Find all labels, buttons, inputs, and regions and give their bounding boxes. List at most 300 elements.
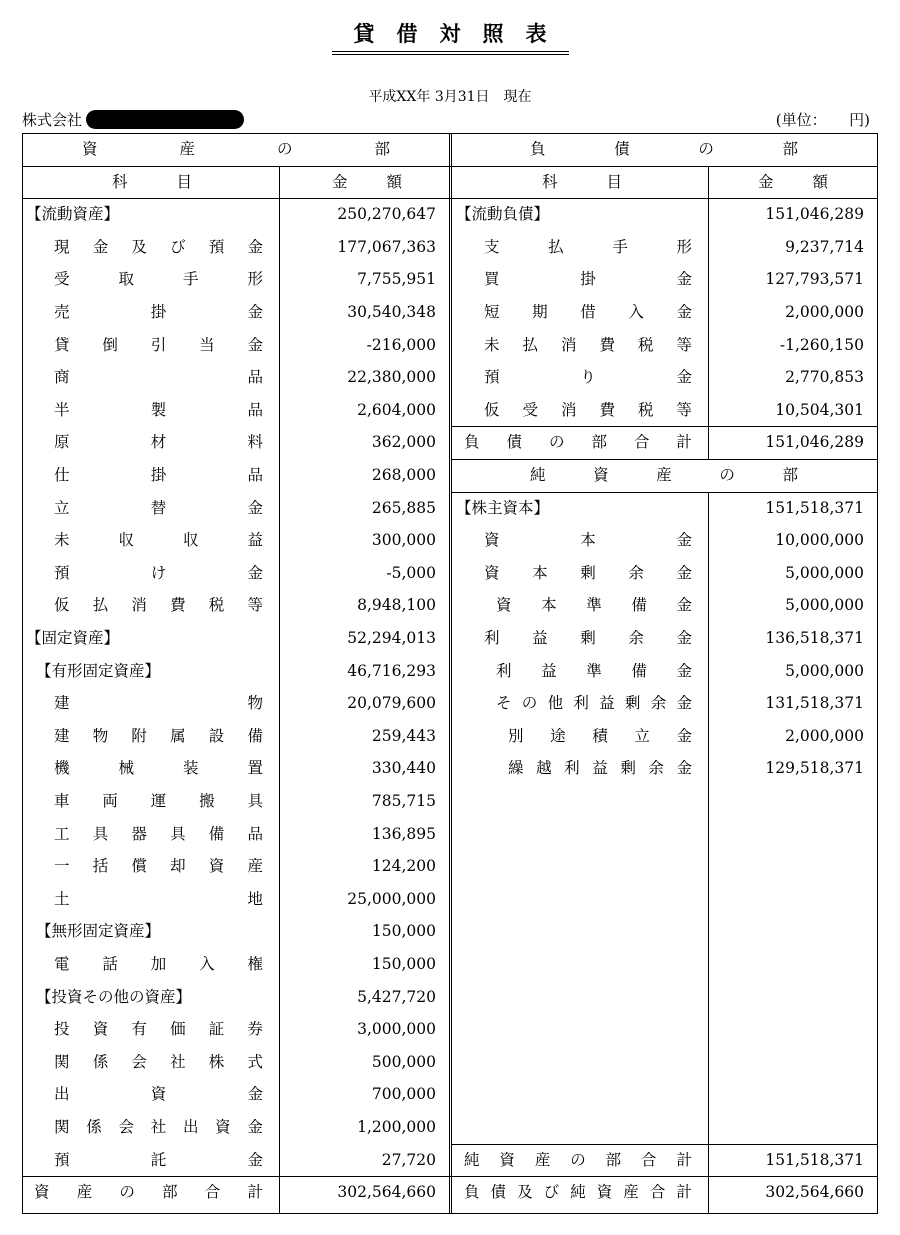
- char: 金: [676, 694, 692, 713]
- asset-row-amount: 8,948,100: [357, 596, 436, 615]
- char: 及: [131, 237, 147, 256]
- asset-row-label: [54, 752, 263, 785]
- char: 期: [532, 303, 548, 321]
- char: 収: [118, 531, 134, 550]
- char: 備: [247, 726, 263, 745]
- liab-amount-header: [758, 166, 828, 199]
- char: 消: [560, 335, 577, 354]
- char: 品: [247, 400, 263, 419]
- char: 額: [812, 172, 828, 191]
- char: 形: [676, 237, 692, 256]
- char: 材: [150, 433, 167, 452]
- liab-row-label: [484, 263, 692, 296]
- char: 産: [656, 466, 672, 484]
- char: 金: [676, 303, 692, 321]
- net-row-label: [508, 720, 692, 753]
- liab-total-label: [464, 426, 692, 459]
- char: び: [170, 237, 186, 256]
- char: 剰: [580, 629, 596, 647]
- char: 払: [548, 237, 564, 256]
- char: 権: [247, 955, 263, 973]
- char: 計: [676, 433, 692, 452]
- net-row-amount: 5,000,000: [785, 596, 864, 615]
- char: 附: [131, 726, 147, 745]
- char: 剰: [580, 563, 596, 582]
- char: 話: [102, 955, 118, 973]
- char: 金: [247, 1085, 263, 1104]
- char: 立: [634, 726, 650, 745]
- net-row-amount: 2,000,000: [785, 726, 864, 745]
- asset-row-amount: 3,000,000: [357, 1020, 436, 1039]
- char: 金: [676, 759, 692, 778]
- char: 運: [150, 792, 167, 810]
- char: の: [276, 140, 293, 158]
- char: 本: [532, 563, 548, 582]
- char: 金: [92, 237, 109, 256]
- asset-row-amount: 5,427,720: [357, 987, 436, 1006]
- net-row-amount: 136,518,371: [765, 629, 864, 647]
- char: 替: [150, 498, 167, 517]
- net-row-label: [484, 524, 692, 557]
- char: 会: [131, 1052, 147, 1071]
- asset-row-label: [54, 524, 263, 557]
- char: 税: [637, 400, 654, 419]
- char: 部: [162, 1183, 178, 1202]
- char: 科: [112, 172, 128, 191]
- char: 金: [247, 563, 263, 582]
- char: 当: [199, 335, 215, 354]
- balance-sheet-table: [22, 133, 878, 1214]
- char: の: [548, 433, 565, 452]
- char: 受: [54, 270, 70, 289]
- asset-row-label: [54, 818, 263, 851]
- asset-row-label: [54, 1144, 263, 1177]
- net-row-amount: 129,518,371: [765, 759, 864, 778]
- asset-row-amount: 124,200: [371, 857, 436, 876]
- char: 一: [54, 857, 70, 876]
- net-row-amount: 10,000,000: [775, 531, 864, 550]
- char: 金: [332, 172, 348, 191]
- char: 途: [550, 726, 566, 745]
- char: 払: [522, 335, 538, 354]
- assets-total-label: [34, 1176, 263, 1209]
- center-divider-left: [449, 133, 450, 1214]
- char: び: [543, 1183, 560, 1202]
- char: 資: [499, 1150, 515, 1169]
- asset-row-label: [54, 948, 263, 981]
- asset-row-amount: 1,200,000: [357, 1118, 436, 1136]
- asset-row-label: [54, 720, 263, 753]
- char: 等: [247, 596, 263, 615]
- asset-row-amount: 177,067,363: [337, 237, 436, 256]
- char: 属: [170, 726, 186, 745]
- char: 等: [676, 400, 692, 419]
- char: 資: [150, 1085, 167, 1104]
- asset-row-label: [54, 426, 263, 459]
- char: 手: [612, 237, 628, 256]
- char: 税: [208, 596, 225, 615]
- document-title: 貸借対照表: [0, 18, 900, 55]
- liab-item-header: [542, 166, 622, 199]
- char: 託: [150, 1150, 167, 1169]
- net-row-amount: 151,518,371: [765, 498, 864, 517]
- char: 取: [118, 270, 134, 289]
- char: 剰: [620, 759, 636, 778]
- char: 金: [676, 531, 692, 550]
- liab-row-amount: 2,000,000: [785, 303, 864, 321]
- char: 益: [599, 694, 615, 713]
- liab-row-amount: 151,046,289: [765, 205, 864, 224]
- char: 金: [676, 629, 692, 647]
- char: 未: [54, 531, 70, 550]
- char: 支: [484, 237, 500, 256]
- char: 準: [586, 661, 602, 680]
- char: 会: [118, 1118, 134, 1136]
- char: 預: [54, 563, 70, 582]
- char: 部: [782, 466, 798, 484]
- liab-row-label: [484, 361, 692, 394]
- char: 立: [54, 498, 70, 517]
- frame-left: [22, 133, 23, 1214]
- char: 部: [374, 140, 390, 158]
- char: 地: [247, 889, 263, 908]
- asset-row-heading: 【流動資産】: [26, 205, 120, 224]
- char: 証: [208, 1020, 225, 1039]
- asset-row-amount: 362,000: [371, 433, 436, 452]
- char: 原: [54, 433, 70, 452]
- char: 計: [676, 1183, 692, 1202]
- liab-row-label: [484, 329, 692, 362]
- asset-row-amount: 136,895: [371, 824, 436, 843]
- char: 積: [592, 726, 608, 745]
- assets-section-header: [82, 133, 390, 166]
- char: 両: [102, 792, 118, 810]
- net-row-label: [496, 655, 692, 688]
- char: 負: [530, 140, 546, 158]
- char: 余: [628, 563, 644, 582]
- char: け: [150, 563, 167, 582]
- char: 買: [484, 270, 500, 289]
- net-assets-section-header: [530, 459, 798, 492]
- char: 産: [76, 1183, 93, 1202]
- asset-row-label: [54, 785, 263, 818]
- char: 金: [247, 237, 263, 256]
- company-name: [22, 109, 244, 130]
- char: 他: [547, 694, 564, 713]
- asset-row-label: [54, 883, 263, 916]
- char: 金: [247, 303, 263, 321]
- asset-row-label: [54, 263, 263, 296]
- char: 資: [34, 1183, 50, 1202]
- char: 式: [247, 1052, 263, 1071]
- char: 本: [541, 596, 557, 615]
- asset-row-label: [54, 1013, 263, 1046]
- net-row-heading: 【株主資本】: [456, 498, 550, 517]
- grand-total-amount: 302,564,660: [765, 1183, 864, 1202]
- char: 備: [208, 824, 225, 843]
- char: 余: [628, 629, 644, 647]
- char: 倒: [102, 335, 118, 354]
- unit-label: (単位： 円): [775, 111, 870, 129]
- asset-row-amount: 268,000: [371, 466, 436, 484]
- char: 設: [208, 726, 225, 745]
- statement-date: 平成XX年 3月31日 現在: [368, 89, 532, 105]
- asset-row-label: [54, 329, 263, 362]
- char: 金: [676, 596, 692, 615]
- liab-row-label: [484, 296, 692, 329]
- char: 備: [631, 596, 647, 615]
- char: 繰: [508, 759, 524, 778]
- char: 合: [204, 1183, 221, 1202]
- company-prefix: 株式会社: [22, 111, 83, 129]
- char: 車: [54, 792, 70, 810]
- char: 形: [247, 270, 263, 289]
- char: 投: [54, 1020, 70, 1039]
- char: 有: [131, 1020, 147, 1039]
- asset-row-amount: 330,440: [371, 759, 436, 778]
- char: の: [698, 140, 714, 158]
- asset-row-amount: 20,079,600: [347, 694, 436, 713]
- net-row-amount: 131,518,371: [765, 694, 864, 713]
- char: 計: [247, 1183, 263, 1202]
- net-row-label: [496, 687, 692, 720]
- asset-row-amount: 250,270,647: [337, 205, 436, 224]
- char: 合: [649, 1183, 666, 1202]
- char: 建: [54, 694, 70, 713]
- char: 収: [182, 531, 199, 550]
- liab-row-amount: -1,260,150: [779, 335, 864, 354]
- char: 負: [464, 1183, 480, 1202]
- asset-row-amount: 27,720: [381, 1150, 436, 1169]
- asset-row-amount: 30,540,348: [347, 303, 436, 321]
- char: 係: [92, 1052, 109, 1071]
- char: 等: [676, 335, 692, 354]
- asset-row-heading: 【固定資産】: [26, 629, 120, 647]
- center-divider-right: [451, 133, 452, 1214]
- char: 金: [758, 172, 774, 191]
- char: 資: [484, 563, 500, 582]
- char: 物: [247, 694, 263, 713]
- char: 土: [54, 889, 70, 908]
- char: 金: [247, 1118, 263, 1136]
- frame-bottom: [22, 1213, 878, 1214]
- char: 税: [637, 335, 654, 354]
- char: 置: [247, 759, 263, 778]
- char: 売: [54, 303, 70, 321]
- char: 払: [92, 596, 109, 615]
- char: 利: [564, 759, 580, 778]
- assets-amount-header: [332, 166, 402, 199]
- char: 関: [54, 1052, 70, 1071]
- char: り: [580, 368, 596, 387]
- char: 金: [676, 726, 692, 745]
- char: 料: [247, 433, 263, 452]
- char: 品: [247, 466, 263, 484]
- char: 科: [542, 172, 558, 191]
- net-row-label: [508, 752, 692, 785]
- char: 建: [54, 726, 70, 745]
- char: 余: [648, 759, 664, 778]
- net-row-amount: 5,000,000: [785, 563, 864, 582]
- asset-row-amount: 7,755,951: [357, 270, 436, 289]
- asset-row-label: [54, 850, 263, 883]
- char: 金: [676, 368, 692, 387]
- char: そ: [496, 694, 512, 713]
- char: 純: [464, 1150, 480, 1169]
- assets-total-amount: 302,564,660: [337, 1183, 436, 1202]
- liab-row-amount: 10,504,301: [775, 400, 864, 419]
- char: 預: [54, 1150, 70, 1169]
- redacted-company-name: [86, 110, 244, 129]
- liab-row-amount: 127,793,571: [765, 270, 864, 289]
- char: 越: [536, 759, 552, 778]
- char: 仕: [54, 466, 70, 484]
- char: 株: [208, 1052, 225, 1071]
- asset-row-label: [54, 296, 263, 329]
- asset-row-label: [54, 459, 263, 492]
- char: 債: [506, 433, 522, 452]
- net-row-amount: 5,000,000: [785, 661, 864, 680]
- char: 債: [490, 1183, 507, 1202]
- asset-row-label: [54, 687, 263, 720]
- grand-total-label: [464, 1176, 692, 1209]
- char: 純: [570, 1183, 586, 1202]
- char: 機: [54, 759, 70, 778]
- asset-row-amount: 150,000: [371, 922, 436, 941]
- char: 消: [560, 400, 577, 419]
- char: 物: [92, 726, 109, 745]
- char: 現: [54, 237, 70, 256]
- assets-item-header: [112, 166, 192, 199]
- char: の: [119, 1183, 135, 1202]
- char: 関: [54, 1118, 70, 1136]
- char: 仮: [54, 596, 70, 615]
- asset-row-label: [54, 231, 263, 264]
- char: 債: [614, 140, 630, 158]
- asset-row-amount: 785,715: [371, 792, 436, 810]
- net-row-label: [484, 622, 692, 655]
- asset-row-label: [54, 361, 263, 394]
- asset-row-label: [54, 557, 263, 590]
- char: 具: [92, 824, 109, 843]
- char: の: [521, 694, 538, 713]
- asset-row-amount: 25,000,000: [347, 889, 436, 908]
- char: 金: [247, 335, 263, 354]
- char: 資: [484, 531, 500, 550]
- char: 預: [208, 237, 225, 256]
- char: 産: [623, 1183, 639, 1202]
- char: 資: [82, 140, 98, 158]
- char: 剰: [624, 694, 641, 713]
- asset-row-amount: 265,885: [371, 498, 436, 517]
- char: 品: [247, 824, 263, 843]
- asset-row-amount: 22,380,000: [347, 368, 436, 387]
- asset-row-amount: 46,716,293: [347, 661, 436, 680]
- char: 負: [464, 433, 480, 452]
- char: 資: [208, 857, 225, 876]
- char: 費: [599, 335, 615, 354]
- char: 装: [182, 759, 199, 778]
- net-row-label: [496, 589, 692, 622]
- asset-row-amount: -5,000: [386, 563, 436, 582]
- liab-row-amount: 2,770,853: [785, 368, 864, 387]
- char: 合: [633, 433, 650, 452]
- char: 商: [54, 368, 70, 387]
- char: 金: [247, 498, 263, 517]
- char: 具: [170, 824, 186, 843]
- char: 利: [496, 661, 512, 680]
- char: 仮: [484, 400, 500, 419]
- char: 余: [650, 694, 667, 713]
- char: 金: [676, 661, 692, 680]
- char: 別: [508, 726, 524, 745]
- char: 目: [176, 172, 192, 191]
- char: 備: [631, 661, 647, 680]
- char: 製: [150, 400, 167, 419]
- char: 費: [170, 596, 186, 615]
- char: 出: [54, 1085, 70, 1104]
- char: 合: [641, 1150, 657, 1169]
- char: 短: [484, 303, 500, 321]
- asset-row-label: [54, 1111, 263, 1144]
- char: 社: [150, 1118, 167, 1136]
- char: 及: [517, 1183, 533, 1202]
- asset-row-amount: -216,000: [366, 335, 436, 354]
- char: 貸: [54, 335, 70, 354]
- liab-row-label: [484, 231, 692, 264]
- liabilities-section-header: [530, 133, 798, 166]
- char: 資: [596, 1183, 613, 1202]
- char: 純: [530, 466, 546, 484]
- asset-row-amount: 150,000: [371, 955, 436, 973]
- char: 手: [182, 270, 199, 289]
- asset-row-amount: 300,000: [371, 531, 436, 550]
- char: 部: [605, 1150, 622, 1169]
- asset-row-heading: 【無形固定資産】: [36, 922, 161, 941]
- char: 電: [54, 955, 70, 973]
- char: 品: [247, 368, 263, 387]
- char: 引: [150, 335, 167, 354]
- char: 掛: [150, 466, 167, 484]
- char: 括: [92, 857, 109, 876]
- asset-row-amount: 52,294,013: [347, 629, 436, 647]
- char: 却: [170, 857, 186, 876]
- char: 半: [54, 400, 70, 419]
- liab-total-amount: 151,046,289: [765, 433, 864, 452]
- char: 械: [118, 759, 134, 778]
- char: 本: [580, 531, 596, 550]
- char: 産: [534, 1150, 551, 1169]
- char: 入: [628, 303, 644, 321]
- asset-row-label: [54, 1078, 263, 1111]
- asset-row-amount: 700,000: [371, 1085, 436, 1104]
- char: 社: [170, 1052, 186, 1071]
- char: 加: [150, 955, 167, 973]
- asset-row-amount: 500,000: [371, 1052, 436, 1071]
- char: 未: [484, 335, 500, 354]
- char: 利: [484, 629, 500, 647]
- char: 器: [131, 824, 147, 843]
- char: 係: [86, 1118, 102, 1136]
- char: 準: [586, 596, 602, 615]
- char: 入: [199, 955, 215, 973]
- char: 資: [92, 1020, 109, 1039]
- char: 目: [606, 172, 622, 191]
- char: 償: [131, 857, 147, 876]
- char: 計: [676, 1150, 692, 1169]
- asset-row-label: [54, 589, 263, 622]
- char: 益: [541, 661, 557, 680]
